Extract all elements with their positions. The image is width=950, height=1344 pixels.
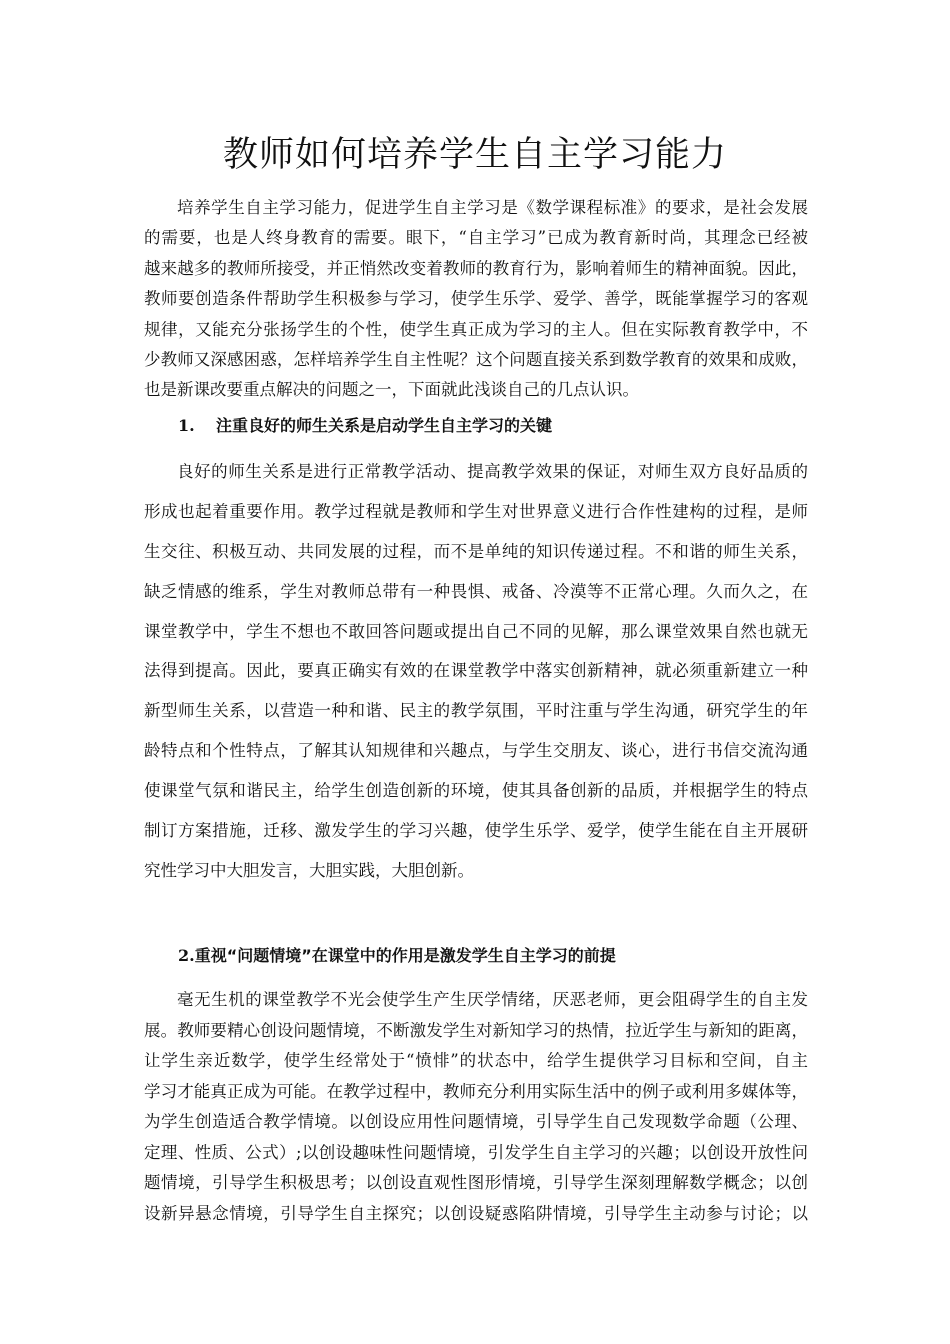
- paragraph-line: 良好的师生关系是进行正常教学活动、提高教学效果的保证，对师生双方良好品质的: [177, 462, 808, 481]
- document-title: 教师如何培养学生自主学习能力: [222, 135, 727, 175]
- paragraph-line: 生交往、积极互动、共同发展的过程，而不是单纯的知识传递过程。不和谐的师生关系，: [144, 541, 808, 561]
- paragraph-line: 展。教师要精心创设问题情境，不断激发学生对新知学习的热情，拉近学生与新知的距离，: [144, 1020, 808, 1040]
- section-1-paragraph: [144, 452, 808, 891]
- paragraph-line: 新型师生关系，以营造一种和谐、民主的教学氛围，平时注重与学生沟通，研究学生的年: [144, 701, 808, 721]
- paragraph-line: 学习才能真正成为可能。在教学过程中，教师充分利用实际生活中的例子或利用多媒体等，: [144, 1081, 808, 1101]
- paragraph-line: 究性学习中大胆发言，大胆实践，大胆创新。: [144, 860, 474, 880]
- paragraph-line: 教师要创造条件帮助学生积极参与学习，使学生乐学、爱学、善学，既能掌握学习的客观: [144, 289, 808, 309]
- paragraph-line: 形成也起着重要作用。教学过程就是教师和学生对世界意义进行合作性建构的过程，是师: [144, 501, 808, 521]
- section-2-title: 重视“问题情境”在课堂中的作用是激发学生自主学习的前提: [194, 946, 616, 965]
- paragraph-line: 也是新课改要重点解决的问题之一，下面就此浅谈自己的几点认识。: [144, 380, 639, 400]
- paragraph-line: 定理、性质、公式）;以创设趣味性问题情境，引发学生自主学习的兴趣；以创设开放性问: [144, 1142, 808, 1162]
- paragraph-line: 的需要，也是人终身教育的需要。眼下，“自主学习”已成为教育新时尚，其理念已经被: [144, 228, 808, 248]
- paragraph-line: 题情境，引导学生积极思考；以创设直观性图形情境，引导学生深刻理解数学概念；以创: [144, 1173, 808, 1192]
- paragraph-line: 设新异悬念情境，引导学生自主探究；以创设疑惑陷阱情境，引导学生主动参与讨论；以: [144, 1203, 808, 1223]
- paragraph-line: 规律，又能充分张扬学生的个性，使学生真正成为学习的主人。但在实际教育教学中，不: [144, 319, 808, 339]
- paragraph-line: 少教师又深感困惑，怎样培养学生自主性呢？这个问题直接关系到数学教育的效果和成败，: [144, 349, 808, 369]
- paragraph-line: 课堂教学中，学生不想也不敢回答问题或提出自己不同的见解，那么课堂效果自然也就无: [144, 621, 808, 641]
- paragraph-line: 培养学生自主学习能力，促进学生自主学习是《数学课程标准》的要求，是社会发展: [177, 198, 808, 217]
- paragraph-line: 为学生创造适合教学情境。以创设应用性问题情境，引导学生自己发现数学命题（公理、: [144, 1112, 808, 1131]
- paragraph-line: 越来越多的教师所接受，并正悄然改变着教师的教育行为，影响着师生的精神面貌。因此，: [144, 258, 808, 278]
- paragraph-line: 龄特点和个性特点，了解其认知规律和兴趣点，与学生交朋友、谈心，进行书信交流沟通: [144, 741, 808, 761]
- paragraph-line: 制订方案措施，迁移、激发学生的学习兴趣，使学生乐学、爱学，使学生能在自主开展研: [144, 821, 808, 841]
- section-1-number: 1.: [178, 416, 195, 435]
- paragraph-line: 法得到提高。因此，要真正确实有效的在课堂教学中落实创新精神，就必须重新建立一种: [144, 661, 808, 681]
- paragraph-line: 缺乏情感的维系，学生对教师总带有一种畏惧、戒备、冷漠等不正常心理。久而久之，在: [144, 581, 808, 601]
- paragraph-line: 使课堂气氛和谐民主，给学生创造创新的环境，使其具备创新的品质，并根据学生的特点: [144, 781, 808, 801]
- section-2-number: 2.: [178, 946, 195, 965]
- section-1-heading: [178, 414, 552, 438]
- paragraph-line: 毫无生机的课堂教学不光会使学生产生厌学情绪，厌恶老师，更会阻碍学生的自主发: [177, 990, 808, 1009]
- paragraph-line: 让学生亲近数学，使学生经常处于“愤悱”的状态中，给学生提供学习目标和空间，自主: [144, 1051, 808, 1070]
- section-2-paragraph: [144, 985, 808, 1229]
- intro-paragraph: [144, 193, 808, 406]
- section-1-title: 注重良好的师生关系是启动学生自主学习的关键: [216, 416, 553, 435]
- section-2-heading: [178, 944, 616, 968]
